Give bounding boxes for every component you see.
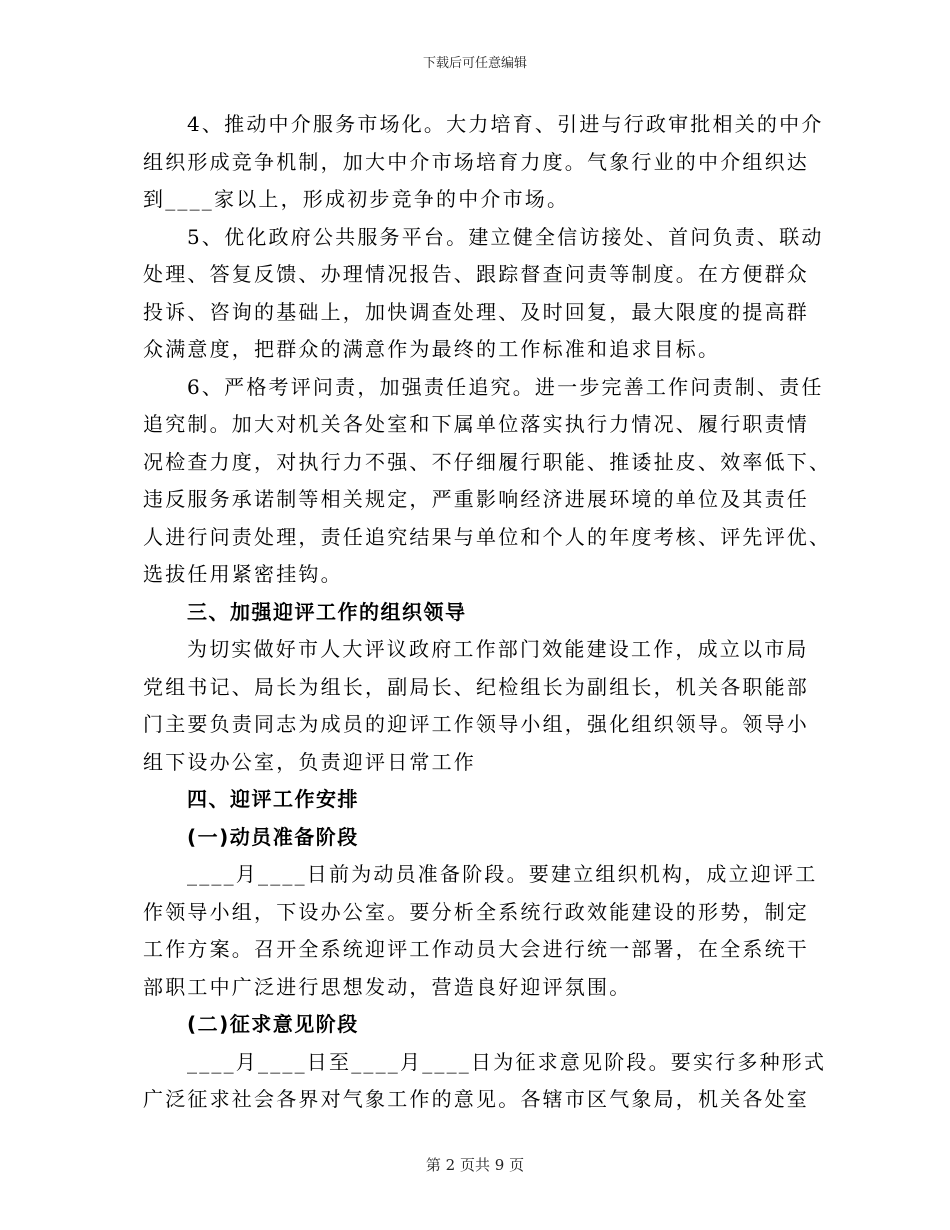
text-line: 投诉、咨询的基础上，加快调查处理、及时回复，最大限度的提高群 bbox=[143, 299, 809, 324]
text-line: 作领导小组，下设办公室。要分析全系统行政效能建设的形势，制定 bbox=[143, 899, 809, 924]
text-line: 众满意度，把群众的满意作为最终的工作标准和追求目标。 bbox=[143, 337, 721, 361]
text-line: 况检查力度，对执行力不强、不仔细履行职能、推诿扯皮、效率低下、 bbox=[143, 449, 832, 474]
text-line: 人进行问责处理，责任追究结果与单位和个人的年度考核、评先评优、 bbox=[143, 524, 832, 549]
section-heading: 四、迎评工作安排 bbox=[187, 787, 359, 811]
text-line: ____月____日至____月____日为征求意见阶段。要实行多种形式 bbox=[187, 1049, 827, 1074]
section-heading: 三、加强迎评工作的组织领导 bbox=[187, 599, 467, 624]
document-body bbox=[143, 106, 832, 1119]
text-line: 6、严格考评问责，加强责任追究。进一步完善工作问责制、责任 bbox=[187, 374, 824, 399]
text-line: 组织形成竞争机制，加大中介市场培育力度。气象行业的中介组织达 bbox=[143, 149, 809, 174]
text-line: 组下设办公室，负责迎评日常工作 bbox=[143, 749, 476, 774]
text-line: 部职工中广泛进行思想发动，营造良好迎评氛围。 bbox=[143, 974, 632, 999]
page-footer: 第 2 页共 9 页 bbox=[425, 1156, 525, 1174]
text-line: 追究制。加大对机关各处室和下属单位落实执行力情况、履行职责情 bbox=[143, 412, 809, 436]
text-line: 违反服务承诺制等相关规定，严重影响经济进展环境的单位及其责任 bbox=[143, 487, 809, 511]
text-line: 工作方案。召开全系统迎评工作动员大会进行统一部署，在全系统干 bbox=[143, 937, 809, 961]
text-line: 门主要负责同志为成员的迎评工作领导小组，强化组织领导。领导小 bbox=[143, 712, 809, 736]
text-line: 到____家以上，形成初步竞争的中介市场。 bbox=[143, 187, 570, 211]
section-heading: (一)动员准备阶段 bbox=[187, 824, 359, 849]
section-heading: (二)征求意见阶段 bbox=[187, 1012, 359, 1036]
text-line: 选拔任用紧密挂钩。 bbox=[143, 562, 343, 586]
text-line: 为切实做好市人大评议政府工作部门效能建设工作，成立以市局 bbox=[187, 637, 809, 661]
text-line: 4、推动中介服务市场化。大力培育、引进与行政审批相关的中介 bbox=[187, 112, 824, 136]
text-line: 党组书记、局长为组长，副局长、纪检组长为副组长，机关各职能部 bbox=[143, 674, 809, 699]
text-line: 广泛征求社会各界对气象工作的意见。各辖市区气象局，机关各处室 bbox=[143, 1087, 809, 1111]
text-line: 处理、答复反馈、办理情况报告、跟踪督查问责等制度。在方便群众 bbox=[143, 262, 809, 286]
page-header: 下载后可任意编辑 bbox=[422, 56, 527, 71]
text-line: ____月____日前为动员准备阶段。要建立组织机构，成立迎评工 bbox=[187, 862, 818, 886]
text-line: 5、优化政府公共服务平台。建立健全信访接处、首问负责、联动 bbox=[187, 224, 824, 249]
